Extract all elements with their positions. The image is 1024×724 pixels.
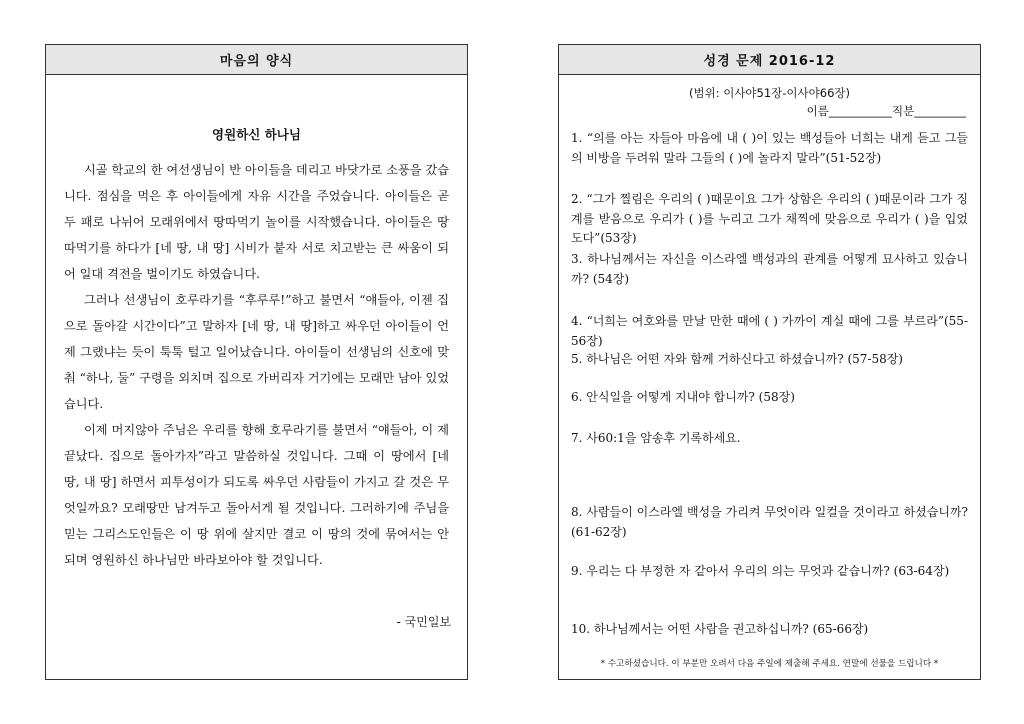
question-text: 안식일을 어떻게 지내야 합니까? (58장)	[586, 390, 795, 404]
question-number: 3.	[571, 252, 583, 266]
right-panel-bible-quiz	[558, 44, 981, 680]
question-number: 9.	[571, 564, 583, 578]
article-source: - 국민일보	[396, 615, 451, 629]
question-6	[571, 388, 968, 408]
question-text: “너희는 여호와를 만날 만한 때에 ( ) 가까이 계실 때에 그를 부르라”(55-56장)	[571, 314, 968, 348]
left-panel-heart-food	[45, 44, 468, 680]
left-panel-header: 마음의 양식	[46, 45, 467, 75]
article-title: 영원하신 하나님	[212, 127, 301, 142]
question-text: 하나님은 어떤 자와 함께 거하신다고 하셨습니까? (57-58장)	[586, 352, 903, 366]
question-text: 하나님께서는 어떤 사람을 권고하십니까? (65-66장)	[593, 622, 869, 636]
question-2	[571, 190, 968, 249]
question-10	[571, 620, 968, 640]
quiz-range: (범위: 이사야51장-이사야66장)	[688, 86, 850, 100]
right-panel-header: 성경 문제 2016-12	[559, 45, 980, 75]
question-7	[571, 429, 968, 449]
question-number: 8.	[571, 505, 583, 519]
footer-note: * 수고하셨습니다. 이 부분만 오려서 다음 주일에 제출해 주세요. 연말에 선물을 드립니다 *	[600, 659, 939, 669]
question-number: 1.	[571, 131, 583, 145]
question-number: 7.	[571, 431, 583, 445]
question-5	[571, 350, 968, 370]
question-1	[571, 129, 968, 168]
question-8	[571, 503, 968, 542]
question-text: 하나님께서는 자신을 이스라엘 백성과의 관계를 어떻게 묘사하고 있습니까? (54장)	[571, 252, 968, 286]
article-paragraph-3: 이제 머지않아 주님은 우리를 향해 호루라기를 불면서 “얘들아, 이 제 끝났다. 집으로 돌아가자”라고 말씀하실 것입니다. 그때 이 땅에서 [네 땅, 내 땅] 하면서 피투성이가 되도록 싸우던 사람들이 가지고 갈 것은 무엇일까요? 모래땅만 남겨두고 돌아서게 될 것입니다. 그러하기에 주님을 믿는 그리스도인들은 이 땅 위에 살지만 결코 이 땅의 것에 묶여서는 안 되며 영원하신 하나님만 바라보아야 할 것입니다.	[64, 423, 449, 567]
article-paragraph-2: 그러나 선생님이 호루라기를 “후루루!”하고 불면서 “얘들아, 이젠 집으로 돌아갈 시간이다”고 말하자 [네 땅, 내 땅]하고 싸우던 아이들이 언제 그랬냐는 듯이 툭툭 털고 일어났습니다. 아이들이 선생님의 신호에 맞춰 “하나, 둘” 구령을 외치며 집으로 가버리자 거기에는 모래만 남아 있었습니다.	[64, 293, 449, 411]
question-4	[571, 312, 968, 351]
question-text: “의를 아는 자들아 마음에 내 ( )이 있는 백성들아 너희는 내게 듣고 그들의 비방을 두려워 말라 그들의 ( )에 놀라지 말라”(51-52장)	[571, 131, 968, 165]
question-9	[571, 562, 968, 582]
question-text: 우리는 다 부정한 자 같아서 우리의 의는 무엇과 같습니까? (63-64장)	[586, 564, 950, 578]
question-number: 6.	[571, 390, 583, 404]
question-number: 10.	[571, 622, 591, 636]
article-body	[64, 157, 449, 573]
question-number: 4.	[571, 314, 583, 328]
question-number: 5.	[571, 352, 583, 366]
question-text: 사60:1을 암송후 기록하세요.	[586, 431, 741, 445]
question-text: 사람들이 이스라엘 백성을 가리켜 무엇이라 일컬을 것이라고 하셨습니까? (61-62장)	[571, 505, 968, 539]
question-3	[571, 250, 968, 289]
question-text: “그가 찔림은 우리의 ( )때문이요 그가 상함은 우리의 ( )때문이라 그가 징계를 받음으로 우리가 ( )를 누리고 그가 채찍에 맞음으로 우리가 ( )을 입었도다”(53장)	[571, 192, 968, 245]
article-paragraph-1: 시골 학교의 한 여선생님이 반 아이들을 데리고 바닷가로 소풍을 갔습니다. 점심을 먹은 후 아이들에게 자유 시간을 주었습니다. 아이들은 곧 두 패로 나뉘어 모래위에서 땅따먹기 놀이를 시작했습니다. 아이들은 땅따먹기를 하다가 [네 땅, 내 땅] 시비가 붙자 서로 치고받는 큰 싸움이 되어 일대 격전을 벌이기도 하였습니다.	[64, 163, 449, 281]
name-title-fields[interactable]: 이름___________직분_________	[806, 104, 966, 118]
question-number: 2.	[571, 192, 583, 206]
